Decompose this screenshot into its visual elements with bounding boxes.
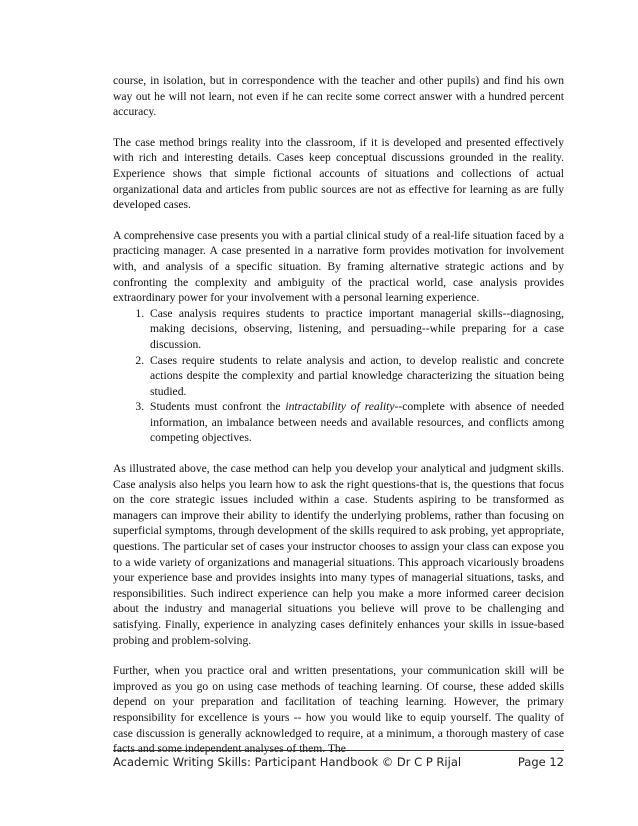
paragraph: The case method brings reality into the classroom, if it is developed and presented effectively with rich and interesting details. Cases keep conceptual discussions grounded in the reality. Experience shows that simple fictional accounts of situations and collections of actual organizational data and articles from public sources are not as effective for learning as are fully developed cases. — [113, 135, 564, 212]
list-item-text: Case analysis requires students to practice important managerial skills--diagnosing, making decisions, observing, listening, and persuading--while preparing for a case discussion. — [150, 306, 564, 351]
paragraph: course, in isolation, but in correspondence with the teacher and other pupils) and find his own way out he will not learn, not even if he can recite some correct answer with a hundred percent accuracy. — [113, 74, 564, 119]
paragraph: As illustrated above, the case method can help you develop your analytical and judgment skills. Case analysis also helps you learn how to ask the right questions-that is, the questions that focus on the core strategic issues included within a case. Students aspiring to be transformed as managers can improve their ability to identify the underlying problems, rather than focusing on superficial symptoms, through development of the skills required to ask probing, yet appropriate, questions. The particular set of cases your instructor chooses to assign your class can expose you to a wide variety of organizations and managerial situations. This approach vicariously broadens your experience base and provides insights into many types of managerial situations, tasks, and responsibilities. Such indirect experience can help you make a more informed career decision about the industry and managerial situations you believe will prove to be challenging and satisfying. Finally, experience in analyzing cases definitely enhances your skills in issue-based probing and problem-solving. — [113, 462, 564, 647]
footer-title: Academic Writing Skills: Participant Handbook © Dr C P Rijal — [113, 755, 462, 769]
page-number: Page 12 — [517, 755, 564, 769]
list-item — [147, 353, 564, 400]
list-item-text: Cases require students to relate analysis and action, to develop realistic and concrete actions despite the complexity and partial knowledge characterizing the situation being studied. — [150, 353, 564, 398]
list-item — [147, 306, 564, 353]
page-footer — [113, 750, 564, 769]
list-item-text: Students must confront the — [150, 400, 286, 414]
list-item — [147, 399, 564, 446]
paragraph: Further, when you practice oral and written presentations, your communication skill will be improved as you go on using case methods of teaching learning. Of course, these added skills depend on your preparation and facilitation of teaching learning. However, the primary responsibility for excellence is yours -- how you would like to equip yourself. The quality of case discussion is generally acknowledged to require, at a minimum, a thorough mastery of case facts and some independent analyses of them. The — [113, 664, 564, 756]
numbered-list — [113, 306, 564, 446]
page-body — [113, 73, 564, 772]
paragraph: A comprehensive case presents you with a partial clinical study of a real-life situation faced by a practicing manager. A case presented in a narrative form provides motivation for involvement with, and analysis of a specific situation. By framing alternative strategic actions and by confronting the complexity and ambiguity of the practical world, case analysis provides extraordinary power for your involvement with a personal learning experience. — [113, 228, 564, 305]
list-item-text: --complete with absence of needed information, an imbalance between needs and available resources, and conflicts among competing objectives. — [150, 400, 564, 445]
emphasis-text: intractability of reality — [285, 400, 395, 414]
